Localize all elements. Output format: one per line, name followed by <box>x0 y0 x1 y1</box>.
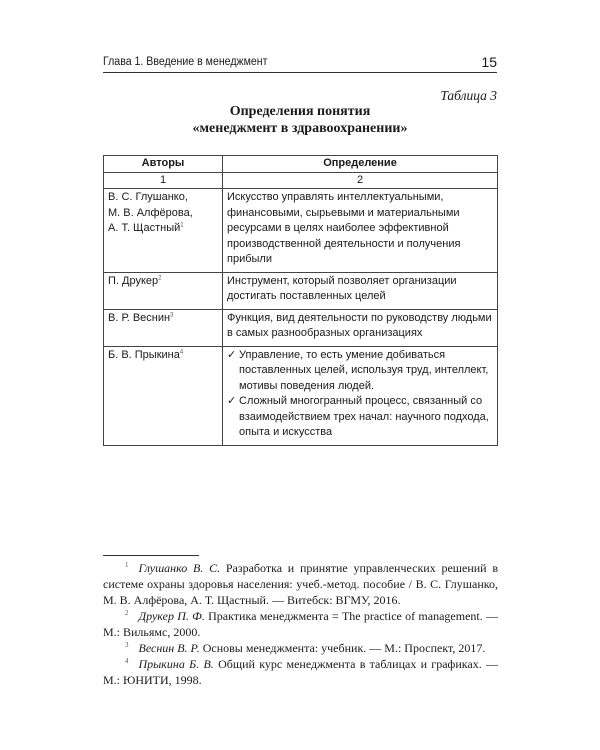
footnote-text: Разработка и принятие управленческих решений в системе охраны здоровья населения: учеб.-метод. пособие / В. С. Глушанко, М. В. Алфёрова, А. Т. Щастный. — Витебск: ВГМУ, 2016. <box>103 561 499 607</box>
author-name: В. Р. Веснин <box>108 311 171 324</box>
table-row <box>104 189 498 273</box>
footnote-divider <box>103 555 199 556</box>
author-name: А. Т. Щастный <box>108 222 181 234</box>
author-name: Б. В. Прыкина <box>108 348 180 361</box>
footnotes <box>103 560 498 688</box>
footnote-ref[interactable]: 1 <box>180 222 184 229</box>
footnote-author: Друкер П. Ф. <box>138 609 205 623</box>
check-icon: ✓ <box>227 348 237 361</box>
table-row <box>104 346 498 445</box>
definition-cell <box>223 346 498 445</box>
footnote-author: Веснин В. Р. <box>138 641 200 655</box>
author-line <box>108 221 218 237</box>
author-line: В. С. Глушанко, <box>108 191 188 203</box>
footnote-number: 3 <box>125 641 129 649</box>
footnote <box>103 656 498 688</box>
table-row <box>104 272 498 309</box>
footnote <box>103 640 498 656</box>
page-number: 15 <box>481 54 497 70</box>
bullet-text: Сложный многогранный процесс, связанный со взаимодействием трех начал: научного подхода, опыта и искусства <box>239 395 489 438</box>
column-number: 1 <box>104 172 223 189</box>
table-title <box>103 103 497 137</box>
definition-cell: Функция, вид деятельности по руководству людьми в самых разнообразных организациях <box>223 309 498 346</box>
author-cell <box>104 189 223 273</box>
footnote-text: Практика менеджмента = The practice of management. — М.: Вильямс, 2000. <box>103 609 499 639</box>
bullet-text: Управление, то есть умение добиваться поставленных целей, используя труд, интеллект, мотивы поведения людей. <box>239 348 489 392</box>
chapter-title: Глава 1. Введение в менеджмент <box>103 56 268 68</box>
running-header <box>103 54 497 73</box>
column-header-definition: Определение <box>223 156 498 173</box>
footnote-author: Прыкина Б. В. <box>138 657 214 671</box>
definitions-table <box>103 155 498 446</box>
table-header-row <box>104 156 498 173</box>
author-line: М. В. Алфёрова, <box>108 206 193 219</box>
footnote-ref[interactable]: 2 <box>158 274 162 281</box>
footnote-author: Глушанко В. С. <box>138 561 221 575</box>
author-cell <box>104 346 223 445</box>
definition-cell: Инструмент, который позволяет организации достигать поставленных целей <box>223 272 498 309</box>
footnote-text: Основы менеджмента: учебник. — М.: Проспект, 2017. <box>202 641 486 655</box>
author-cell <box>104 272 223 309</box>
footnote-ref[interactable]: 3 <box>170 311 174 318</box>
column-number: 2 <box>223 172 498 189</box>
author-name: П. Друкер <box>108 274 159 287</box>
check-icon: ✓ <box>227 395 237 407</box>
footnote-ref[interactable]: 4 <box>179 348 184 355</box>
footnote <box>103 560 498 608</box>
table-label: Таблица 3 <box>440 88 497 103</box>
definition-cell: Искусство управлять интеллектуальными, финансовыми, сырьевыми и материальными ресурсами в целях наиболее эффективной производственной деятельности и получения прибыли <box>223 189 498 273</box>
title-line: «менеджмент в здравоохранении» <box>192 121 408 136</box>
bullet-item <box>227 348 493 395</box>
footnote-number: 2 <box>125 609 129 617</box>
footnote-number: 4 <box>125 657 129 665</box>
title-line: Определения понятия <box>229 104 371 119</box>
bullet-item <box>227 394 493 441</box>
table-row <box>104 309 498 346</box>
footnote-number: 1 <box>125 561 129 569</box>
footnote <box>103 608 498 640</box>
column-header-authors: Авторы <box>104 156 223 173</box>
author-cell <box>104 309 223 346</box>
column-number-row <box>104 172 498 189</box>
footnote-text: Общий курс менеджмента в таблицах и графиках. — М.: ЮНИТИ, 1998. <box>103 657 498 687</box>
